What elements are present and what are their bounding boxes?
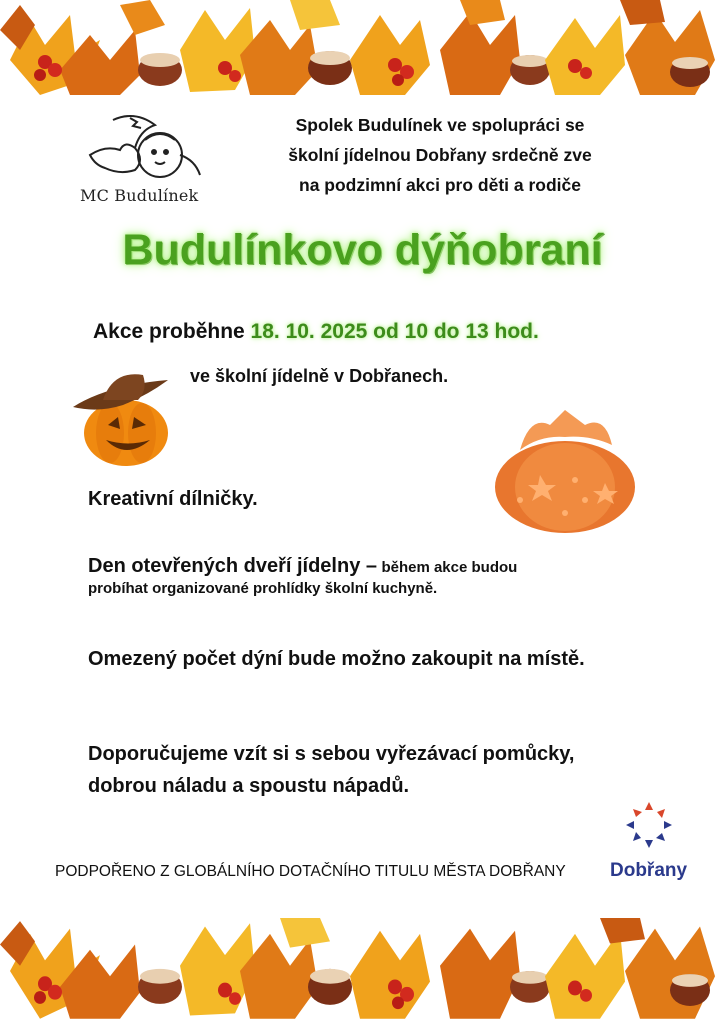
- pumpkin-lantern-icon: [490, 405, 640, 535]
- event-title: Budulínkovo dýňobraní: [122, 226, 603, 274]
- intro-line: školní jídelnou Dobřany srdečně zve: [288, 145, 592, 165]
- open-day-block: [88, 555, 628, 597]
- event-date-line: [93, 320, 539, 344]
- open-day-text: během akce budou: [381, 559, 518, 576]
- workshops-text: Kreativní dílničky.: [88, 488, 258, 510]
- autumn-leaves-border-top: [0, 0, 725, 100]
- intro-text: [240, 110, 640, 200]
- event-date: 18. 10. 2025 od 10 do 13 hod.: [250, 320, 539, 343]
- dobrany-logo-icon: [624, 800, 674, 850]
- dobrany-logo-text: Dobřany: [610, 860, 688, 881]
- sponsor-footer: PODPOŘENO Z GLOBÁLNÍHO DOTAČNÍHO TITULU MĚSTA DOBŘANY: [55, 863, 566, 880]
- open-day-text-continued: probíhat organizované prohlídky školní kuchyně.: [88, 580, 438, 597]
- autumn-leaves-border-bottom: [0, 918, 725, 1024]
- date-prefix: Akce proběhne: [93, 320, 251, 343]
- logo-text: MC Budulínek: [80, 186, 199, 205]
- intro-line: na podzimní akci pro děti a rodiče: [299, 175, 581, 195]
- open-day-heading: Den otevřených dveří jídelny –: [88, 555, 377, 577]
- pumpkin-hat-icon: [68, 365, 178, 470]
- intro-line: Spolek Budulínek ve spolupráci se: [295, 115, 585, 135]
- recommendation-text: Doporučujeme vzít si s sebou vyřezávací pomůcky, dobrou náladu a spoustu nápadů.: [88, 743, 575, 797]
- event-place: ve školní jídelně v Dobřanech.: [190, 366, 449, 386]
- pumpkins-sale-text: Omezený počet dýní bude možno zakoupit na místě.: [88, 648, 585, 670]
